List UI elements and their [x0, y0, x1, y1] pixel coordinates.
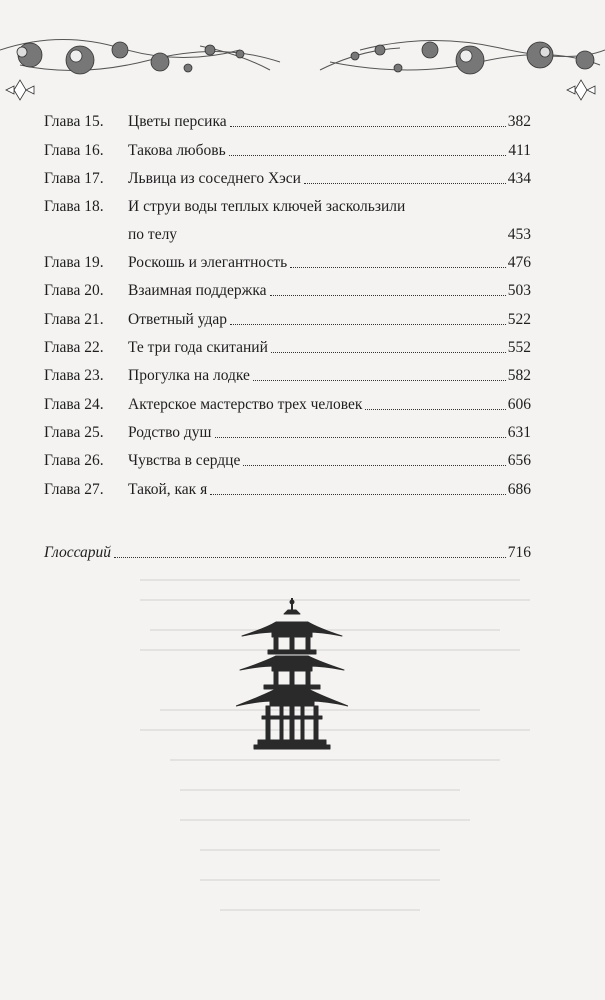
leader-dots — [180, 239, 506, 240]
toc-entry[interactable] — [44, 443, 531, 471]
glossary-title: Глоссарий — [44, 544, 112, 561]
chapter-title: Ответный удар — [128, 310, 228, 328]
chapter-title: Такой, как я — [128, 480, 208, 498]
toc-entry[interactable] — [44, 301, 531, 329]
glossary-section — [44, 535, 531, 563]
toc-entry[interactable] — [44, 415, 531, 443]
page-number: 434 — [507, 169, 531, 187]
chapter-label: Глава 27. — [44, 480, 104, 498]
leader-dots — [290, 267, 506, 268]
page-number: 453 — [507, 225, 531, 243]
toc-entry[interactable] — [44, 330, 531, 358]
leader-dots — [253, 380, 506, 381]
chapter-label: Глава 16. — [44, 141, 104, 159]
chapter-label: Глава 24. — [44, 395, 104, 413]
leader-dots — [271, 352, 506, 353]
chapter-label: Глава 21. — [44, 310, 104, 328]
chapter-label: Глава 26. — [44, 452, 104, 470]
page-number: 382 — [507, 113, 531, 131]
page-number: 503 — [507, 282, 531, 300]
chapter-title: Прогулка на лодке — [128, 367, 250, 385]
leader-dots — [230, 126, 506, 127]
chapter-label: Глава 17. — [44, 169, 104, 187]
page-number: 631 — [507, 423, 531, 441]
leader-dots — [230, 324, 506, 325]
page-number: 552 — [507, 339, 531, 357]
page-number: 522 — [507, 310, 531, 328]
chapter-label: Глава 20. — [44, 282, 104, 300]
chapter-title: Роскошь и элегантность — [128, 254, 288, 272]
chapter-label: Глава 19. — [44, 254, 104, 272]
toc-entry-glossary[interactable] — [44, 535, 531, 563]
page-number: 582 — [507, 367, 531, 385]
chapter-label: Глава 23. — [44, 367, 104, 385]
chapter-title: Актерское мастерство трех человек — [128, 395, 363, 413]
page-number: 476 — [507, 254, 531, 272]
page-number: 716 — [507, 544, 531, 561]
toc-entry[interactable] — [44, 132, 531, 160]
toc-entry[interactable] — [44, 386, 531, 414]
chapter-title: Такова любовь — [128, 141, 226, 159]
page-number: 686 — [507, 480, 531, 498]
chapter-title-continued: по телу — [128, 225, 178, 243]
chapter-title: Те три года скитаний — [128, 339, 268, 357]
chapter-title: Чувства в сердце — [128, 452, 241, 470]
leader-dots — [304, 183, 506, 184]
leader-dots — [215, 437, 506, 438]
chapter-label: Глава 15. — [44, 113, 104, 131]
chapter-label: Глава 22. — [44, 339, 104, 357]
chapter-label: Глава 18. — [44, 197, 104, 215]
page-number: 411 — [508, 141, 531, 159]
toc-entry[interactable] — [44, 358, 531, 386]
toc-entry[interactable] — [44, 161, 531, 189]
toc-entry[interactable] — [44, 245, 531, 273]
chapter-title: Цветы персика — [128, 113, 227, 131]
table-of-contents — [44, 104, 531, 500]
chapter-title: И струи воды теплых ключей заскользили — [128, 197, 406, 215]
leader-dots — [243, 465, 505, 466]
leader-dots — [114, 557, 506, 558]
leader-dots — [210, 494, 506, 495]
chapter-title: Львица из соседнего Хэси — [128, 169, 301, 187]
leader-dots — [270, 295, 506, 296]
pagoda-icon — [236, 598, 348, 750]
toc-entry[interactable] — [44, 189, 531, 245]
leader-dots — [365, 409, 505, 410]
toc-entry[interactable] — [44, 104, 531, 132]
chapter-title: Родство душ — [128, 423, 212, 441]
toc-entry[interactable] — [44, 471, 531, 499]
leader-dots — [229, 155, 507, 156]
page-number: 656 — [507, 452, 531, 470]
page-number: 606 — [507, 395, 531, 413]
chapter-title: Взаимная поддержка — [128, 282, 267, 300]
chapter-label: Глава 25. — [44, 423, 104, 441]
toc-entry[interactable] — [44, 273, 531, 301]
